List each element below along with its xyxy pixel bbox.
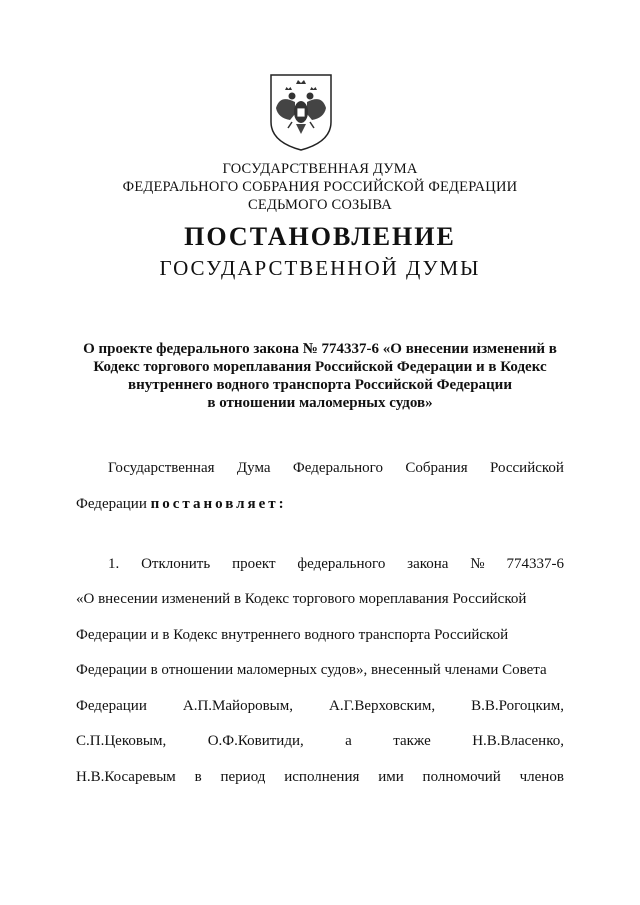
subject-line: Кодекс торгового мореплавания Российской Федерации и в Кодекс	[93, 359, 547, 375]
word: Федерации	[76, 698, 147, 714]
word: 774337-6	[506, 556, 564, 572]
header-line-3: СЕДЬМОГО СОЗЫВА	[248, 197, 392, 213]
word: Дума	[236, 460, 271, 476]
word: Собрания	[405, 460, 468, 476]
word: период	[220, 769, 266, 785]
word: Государственная	[108, 460, 215, 476]
word: Н.В.Власенко,	[472, 733, 564, 749]
word: а	[345, 733, 352, 749]
word: В.В.Рогоцким,	[471, 698, 564, 714]
clause1-line-4: Федерации в отношении маломерных судов», внесенный членами Совета	[76, 662, 547, 678]
subject-line: внутреннего водного транспорта Российской Федерации	[128, 377, 512, 393]
subject-heading	[60, 340, 580, 412]
document-subtitle: ГОСУДАРСТВЕННОЙ ДУМЫ	[159, 256, 481, 280]
word: также	[393, 733, 431, 749]
word: С.П.Цековым,	[76, 733, 167, 749]
word: Федерации	[76, 496, 147, 512]
word: в	[194, 769, 202, 785]
subject-line: в отношении маломерных судов»	[207, 395, 433, 411]
word: О.Ф.Ковитиди,	[207, 733, 304, 749]
word: полномочий	[422, 769, 501, 785]
word: членов	[519, 769, 564, 785]
word: Российской	[490, 460, 564, 476]
clause1-line-2: «О внесении изменений в Кодекс торгового мореплавания Российской	[76, 591, 527, 607]
document-title: ПОСТАНОВЛЕНИЕ	[184, 222, 456, 251]
word: проект	[232, 556, 276, 572]
clause1-line-1	[108, 556, 564, 573]
clause1-line-5	[76, 698, 564, 715]
resolves-word: постановляет:	[150, 496, 287, 512]
word: Отклонить	[141, 556, 211, 572]
intro-line-1	[108, 460, 564, 477]
word: закона	[407, 556, 449, 572]
word: А.П.Майоровым,	[182, 698, 293, 714]
intro-line-2	[76, 496, 287, 513]
word: А.Г.Верховским,	[329, 698, 436, 714]
word: Федерального	[292, 460, 383, 476]
word: ими	[378, 769, 404, 785]
subject-line: О проекте федерального закона № 774337-6 «О внесении изменений в	[83, 341, 557, 357]
word: исполнения	[284, 769, 360, 785]
word: федерального	[297, 556, 386, 572]
state-emblem-icon	[268, 72, 334, 152]
header-line-2: ФЕДЕРАЛЬНОГО СОБРАНИЯ РОССИЙСКОЙ ФЕДЕРАЦИИ	[122, 179, 518, 195]
word: 1.	[108, 556, 120, 572]
word: №	[470, 556, 485, 572]
clause1-line-6	[76, 733, 564, 750]
clause1-line-7	[76, 769, 564, 786]
word: Н.В.Косаревым	[76, 769, 176, 785]
clause1-line-3: Федерации и в Кодекс внутреннего водного транспорта Российской	[76, 627, 509, 643]
header-line-1: ГОСУДАРСТВЕННАЯ ДУМА	[222, 161, 418, 177]
